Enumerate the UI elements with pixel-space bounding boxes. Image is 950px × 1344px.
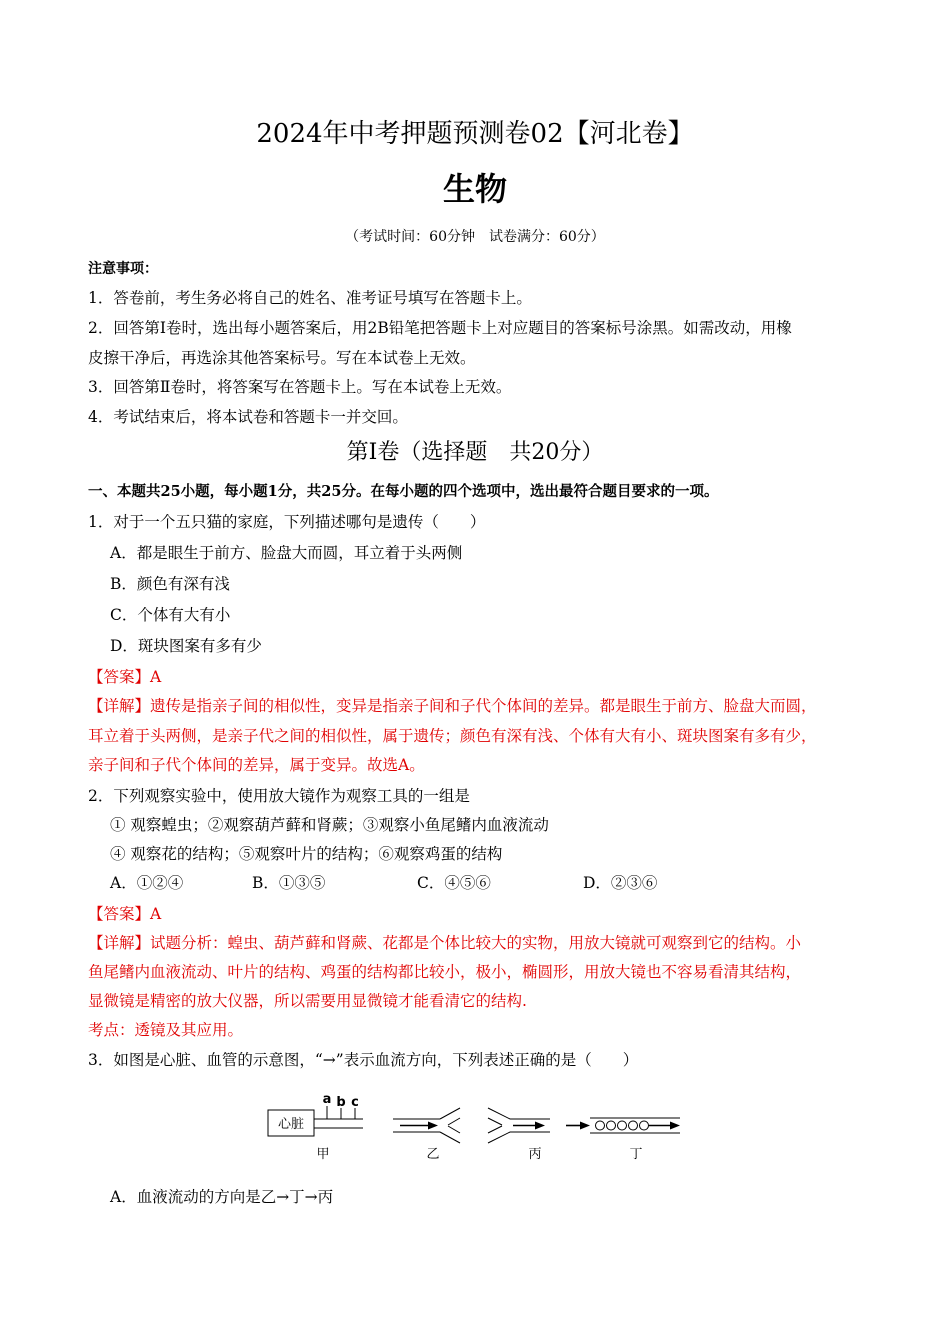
- question-1-option-b: B．颜色有深有浅: [110, 575, 230, 593]
- question-2-items: ④ 观察花的结构；⑤观察叶片的结构；⑥观察鸡蛋的结构: [110, 845, 503, 863]
- label-a: a: [322, 1092, 332, 1107]
- question-2-kaodian: 考点：透镜及其应用。: [88, 1021, 244, 1039]
- section-instruction: 一、本题共25小题，每小题1分，共25分。在每小题的四个选项中，选出最符合题目要求的一项。: [88, 483, 719, 500]
- exam-title: 2024年中考押题预测卷02【河北卷】: [256, 119, 694, 149]
- question-1-detail: 耳立着于头两侧，是亲子代之间的相似性，属于遗传；颜色有深有浅、个体有大有小、斑块图案有多有少，: [88, 727, 817, 745]
- question-2-detail: 鱼尾鳍内血液流动、叶片的结构、鸡蛋的结构都比较小，极小，椭圆形，用放大镜也不容易看清其结构，: [88, 963, 802, 981]
- exam-info: （考试时间：60分钟 试卷满分：60分）: [345, 229, 605, 245]
- notes-heading: 注意事项：: [88, 261, 158, 277]
- section-title: 第Ⅰ卷（选择题 共20分）: [346, 440, 604, 465]
- caption-yi: 乙: [426, 1147, 440, 1162]
- question-2-items: ① 观察蝗虫；②观察葫芦藓和肾蕨；③观察小鱼尾鳍内血液流动: [110, 816, 549, 834]
- caption-jia: 甲: [316, 1147, 330, 1162]
- notes-item: 皮擦干净后，再选涂其他答案标号。写在本试卷上无效。: [88, 349, 476, 367]
- question-3-option-a: A．血液流动的方向是乙→丁→丙: [110, 1188, 334, 1206]
- question-1-answer: 【答案】A: [88, 668, 162, 686]
- label-b: b: [336, 1095, 346, 1110]
- question-2-option-a: A．①②④: [110, 874, 184, 892]
- question-1-option-d: D．斑块图案有多有少: [110, 637, 262, 655]
- label-c: c: [351, 1095, 359, 1110]
- heart-vessel-figure: [260, 1088, 700, 1168]
- notes-item: 4．考试结束后，将本试卷和答题卡一并交回。: [88, 408, 408, 426]
- notes-item: 3．回答第Ⅱ卷时，将答案写在答题卡上。写在本试卷上无效。: [88, 378, 512, 396]
- question-1-option-c: C．个体有大有小: [110, 606, 231, 624]
- notes-item: 2．回答第Ⅰ卷时，选出每小题答案后，用2B铅笔把答题卡上对应题目的答案标号涂黑。如需改动，用橡: [88, 319, 792, 337]
- question-2-option-c: C．④⑤⑥: [417, 874, 491, 892]
- question-3-stem: 3．如图是心脏、血管的示意图，“→”表示血流方向，下列表述正确的是（ ）: [88, 1051, 639, 1069]
- question-1-detail: 亲子间和子代个体间的差异，属于变异。故选A。: [88, 756, 425, 774]
- question-2-option-b: B．①③⑤: [252, 874, 326, 892]
- caption-ding: 丁: [629, 1147, 643, 1162]
- question-1-option-a: A．都是眼生于前方、脸盘大而圆，耳立着于头两侧: [110, 544, 463, 562]
- question-2-detail: 【详解】试题分析：蝗虫、葫芦藓和肾蕨、花都是个体比较大的实物，用放大镜就可观察到它的结构。小: [88, 934, 802, 952]
- heart-label: 心脏: [277, 1117, 305, 1132]
- subject-title: 生物: [442, 170, 507, 208]
- question-1-detail: 【详解】遗传是指亲子间的相似性，变异是指亲子间和子代个体间的差异。都是眼生于前方、脸盘大而圆，: [88, 697, 817, 715]
- question-2-answer: 【答案】A: [88, 905, 162, 923]
- question-1-stem: 1．对于一个五只猫的家庭，下列描述哪句是遗传（ ）: [88, 513, 486, 531]
- question-2-detail: 显微镜是精密的放大仪器，所以需要用显微镜才能看清它的结构.: [88, 992, 527, 1010]
- question-2-option-d: D．②③⑥: [583, 874, 658, 892]
- caption-bing: 丙: [528, 1147, 542, 1162]
- question-2-stem: 2．下列观察实验中，使用放大镜作为观察工具的一组是: [88, 787, 470, 805]
- notes-item: 1．答卷前，考生务必将自己的姓名、准考证号填写在答题卡上。: [88, 289, 532, 307]
